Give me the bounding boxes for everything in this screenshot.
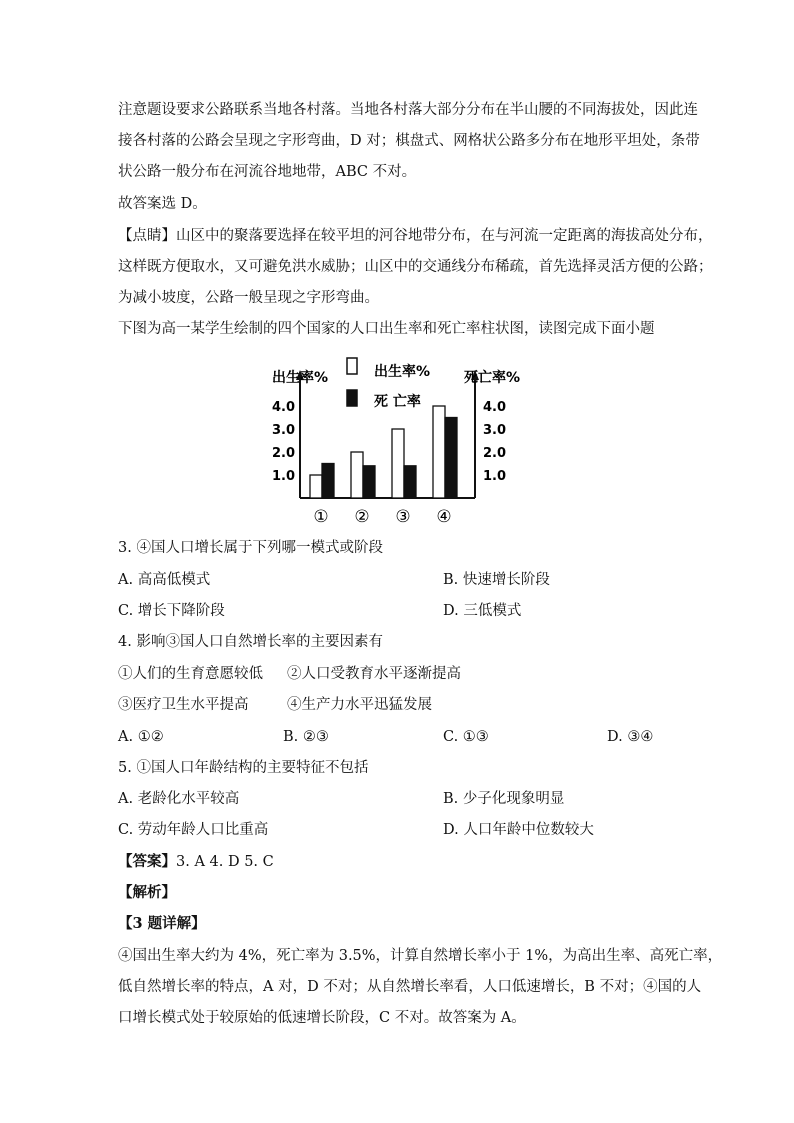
death-rate-bar bbox=[322, 464, 334, 499]
death-rate-bar bbox=[404, 466, 416, 498]
question-5-option-a: A. 老龄化水平较高 bbox=[118, 791, 240, 807]
left-axis-label: 出生率% bbox=[272, 370, 329, 386]
left-tick-label: 2.0 bbox=[272, 446, 296, 461]
chart-intro: 下图为高一某学生绘制的四个国家的人口出生率和死亡率柱状图，读图完成下面小题 bbox=[118, 321, 655, 337]
left-tick-label: 4.0 bbox=[272, 400, 296, 415]
paragraph-line: 状公路一般分布在河流谷地地带，ABC 不对。 bbox=[118, 164, 417, 180]
paragraph-line: 为减小坡度，公路一般呈现之字形弯曲。 bbox=[118, 290, 379, 306]
detail-line: 口增长模式处于较原始的低速增长阶段，C 不对。故答案为 A。 bbox=[118, 1010, 526, 1026]
question-4-option-d: D. ③④ bbox=[607, 729, 654, 745]
question-5-option-c: C. 劳动年龄人口比重高 bbox=[118, 822, 269, 838]
paragraph-line: 这样既方便取水，又可避免洪水威胁；山区中的交通线分布稀疏，首先选择灵活方便的公路； bbox=[118, 259, 713, 275]
paragraph-line: 注意题设要求公路联系当地各村落。当地各村落大部分分布在半山腰的不同海拔处，因此连 bbox=[118, 102, 698, 118]
right-tick-label: 3.0 bbox=[483, 423, 507, 438]
question-4-item-2: ②人口受教育水平逐渐提高 bbox=[287, 666, 461, 682]
population-bar-chart bbox=[270, 356, 540, 526]
legend-death-swatch bbox=[347, 390, 357, 406]
birth-rate-bar bbox=[310, 475, 322, 498]
death-rate-bar bbox=[445, 418, 457, 499]
paragraph-line: 【点睛】山区中的聚落要选择在较平坦的河谷地带分布，在与河流一定距离的海拔高处分布， bbox=[118, 228, 713, 244]
legend-birth-label: 出生率% bbox=[374, 364, 431, 380]
category-label: ③ bbox=[395, 507, 411, 526]
question-3-option-b: B. 快速增长阶段 bbox=[443, 572, 550, 588]
answer-line bbox=[118, 852, 274, 872]
birth-rate-bar bbox=[392, 429, 404, 498]
answer-tag: 【答案】 bbox=[118, 853, 176, 870]
question-4-option-a: A. ①② bbox=[118, 729, 164, 745]
question-3-option-a: A. 高高低模式 bbox=[118, 572, 211, 588]
question-3-stem: 3. ④国人口增长属于下列哪一模式或阶段 bbox=[118, 540, 383, 556]
category-label: ④ bbox=[436, 507, 452, 526]
birth-rate-bar bbox=[351, 452, 363, 498]
question-5-stem: 5. ①国人口年龄结构的主要特征不包括 bbox=[118, 760, 369, 776]
left-tick-label: 1.0 bbox=[272, 469, 296, 484]
paragraph-line: 故答案选 D。 bbox=[118, 196, 207, 212]
question-4-option-b: B. ②③ bbox=[283, 729, 329, 745]
question-4-item-4: ④生产力水平迅猛发展 bbox=[287, 697, 432, 713]
paragraph-line: 接各村落的公路会呈现之字形弯曲，D 对；棋盘式、网格状公路多分布在地形平坦处，条带 bbox=[118, 133, 700, 149]
right-tick-label: 2.0 bbox=[483, 446, 507, 461]
death-rate-bar bbox=[363, 466, 375, 498]
question-4-item-3: ③医疗卫生水平提高 bbox=[118, 697, 249, 713]
right-tick-label: 4.0 bbox=[483, 400, 507, 415]
question-4-stem: 4. 影响③国人口自然增长率的主要因素有 bbox=[118, 634, 383, 650]
question-4-item-1: ①人们的生育意愿较低 bbox=[118, 666, 263, 682]
detail-tag: 【3 题详解】 bbox=[118, 915, 206, 932]
detail-line: 低自然增长率的特点，A 对，D 不对；从自然增长率看，人口低速增长，B 不对；④国的人 bbox=[118, 979, 702, 995]
question-5-option-b: B. 少子化现象明显 bbox=[443, 791, 565, 807]
legend-death-label: 死 亡率 bbox=[374, 394, 421, 410]
category-label: ① bbox=[313, 507, 329, 526]
right-tick-label: 1.0 bbox=[483, 469, 507, 484]
legend-birth-swatch bbox=[347, 358, 357, 374]
left-tick-label: 3.0 bbox=[272, 423, 296, 438]
analysis-tag: 【解析】 bbox=[118, 884, 176, 901]
question-3-option-d: D. 三低模式 bbox=[443, 603, 522, 619]
right-axis-label: 死亡率% bbox=[464, 370, 521, 386]
answer-text: 3. A 4. D 5. C bbox=[176, 854, 274, 870]
birth-rate-bar bbox=[433, 406, 445, 498]
question-3-option-c: C. 增长下降阶段 bbox=[118, 603, 225, 619]
detail-line: ④国出生率大约为 4%，死亡率为 3.5%，计算自然增长率小于 1%，为高出生率、高死亡率， bbox=[118, 948, 723, 964]
question-4-option-c: C. ①③ bbox=[443, 729, 489, 745]
category-label: ② bbox=[354, 507, 370, 526]
question-5-option-d: D. 人口年龄中位数较大 bbox=[443, 822, 594, 838]
